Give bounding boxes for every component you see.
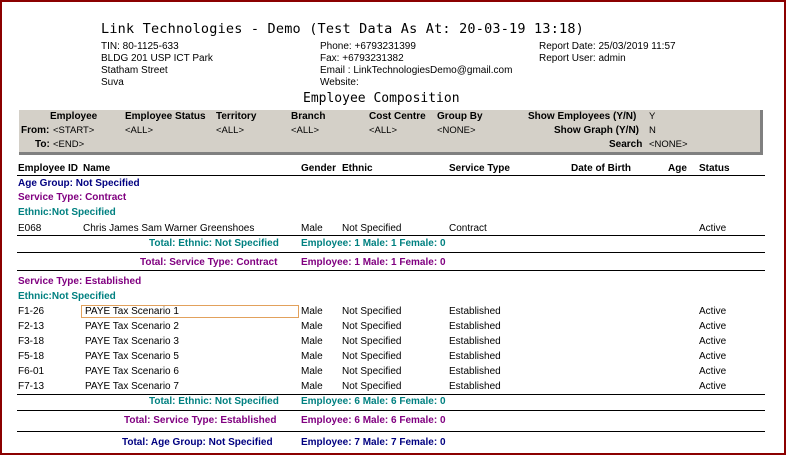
fax-text: Fax: +6793231382 bbox=[320, 53, 404, 64]
cell-status: Active bbox=[699, 381, 727, 392]
divider bbox=[17, 252, 765, 253]
cell-service-type: Contract bbox=[449, 223, 487, 234]
tin-text: TIN: 80-1125-633 bbox=[101, 41, 179, 52]
group-service-type-established: Service Type: Established bbox=[18, 276, 142, 287]
address-line-2: Statham Street bbox=[101, 65, 168, 76]
col-service-type: Service Type bbox=[449, 163, 510, 174]
cell-name: PAYE Tax Scenario 6 bbox=[85, 366, 179, 377]
total-ethnic-1-counts: Employee: 1 Male: 1 Female: 0 bbox=[301, 238, 446, 249]
email-text: Email : LinkTechnologiesDemo@gmail.com bbox=[320, 65, 513, 76]
param-show-graph-label: Show Graph (Y/N) bbox=[554, 125, 639, 136]
cell-status: Active bbox=[699, 366, 727, 377]
param-show-graph-value[interactable]: N bbox=[649, 125, 656, 136]
param-from-value[interactable]: <START> bbox=[53, 125, 95, 136]
cell-service-type: Established bbox=[449, 321, 501, 332]
param-from-label: From: bbox=[21, 125, 50, 136]
cell-ethnic: Not Specified bbox=[342, 381, 402, 392]
param-show-employees-label: Show Employees (Y/N) bbox=[528, 111, 637, 122]
param-search-value[interactable]: <NONE> bbox=[649, 139, 688, 150]
cell-employee-id: F2-13 bbox=[18, 321, 45, 332]
cell-service-type: Established bbox=[449, 306, 501, 317]
col-status: Status bbox=[699, 163, 730, 174]
divider bbox=[17, 235, 765, 236]
col-ethnic: Ethnic bbox=[342, 163, 373, 174]
col-employee-id: Employee ID bbox=[18, 163, 79, 174]
col-date-of-birth: Date of Birth bbox=[571, 163, 631, 174]
total-contract-label: Total: Service Type: Contract bbox=[140, 257, 278, 268]
website-text: Website: bbox=[320, 77, 359, 88]
cell-status: Active bbox=[699, 351, 727, 362]
group-service-type-contract: Service Type: Contract bbox=[18, 192, 127, 203]
cell-employee-id: E068 bbox=[18, 223, 42, 234]
total-contract-counts: Employee: 1 Male: 1 Female: 0 bbox=[301, 257, 446, 268]
cell-gender: Male bbox=[301, 223, 323, 234]
divider bbox=[17, 410, 765, 411]
param-search-label: Search bbox=[609, 139, 643, 150]
cell-service-type: Established bbox=[449, 366, 501, 377]
param-cost-centre-value[interactable]: <ALL> bbox=[369, 125, 397, 136]
param-group-by-label: Group By bbox=[437, 111, 483, 122]
param-status-value[interactable]: <ALL> bbox=[125, 125, 153, 136]
phone-text: Phone: +6793231399 bbox=[320, 41, 416, 52]
cell-name: PAYE Tax Scenario 1 bbox=[85, 306, 179, 317]
cell-employee-id: F7-13 bbox=[18, 381, 45, 392]
divider bbox=[17, 394, 765, 395]
cell-ethnic: Not Specified bbox=[342, 223, 402, 234]
param-branch-label: Branch bbox=[291, 111, 326, 122]
cell-name: PAYE Tax Scenario 2 bbox=[85, 321, 179, 332]
param-to-label: To: bbox=[35, 139, 50, 150]
total-ethnic-1-label: Total: Ethnic: Not Specified bbox=[149, 238, 279, 249]
param-territory-value[interactable]: <ALL> bbox=[216, 125, 244, 136]
cell-employee-id: F3-18 bbox=[18, 336, 45, 347]
cell-gender: Male bbox=[301, 351, 323, 362]
cell-gender: Male bbox=[301, 321, 323, 332]
col-gender: Gender bbox=[301, 163, 337, 174]
divider bbox=[17, 431, 765, 432]
cell-gender: Male bbox=[301, 381, 323, 392]
param-status-label: Employee Status bbox=[125, 111, 206, 122]
group-age-group: Age Group: Not Specified bbox=[18, 178, 140, 189]
cell-name: PAYE Tax Scenario 7 bbox=[85, 381, 179, 392]
cell-status: Active bbox=[699, 223, 727, 234]
cell-ethnic: Not Specified bbox=[342, 351, 402, 362]
cell-employee-id: F1-26 bbox=[18, 306, 45, 317]
param-to-value[interactable]: <END> bbox=[53, 139, 85, 150]
group-ethnic-2: Ethnic:Not Specified bbox=[18, 291, 116, 302]
cell-name: Chris James Sam Warner Greenshoes bbox=[83, 223, 255, 234]
address-line-1: BLDG 201 USP ICT Park bbox=[101, 53, 213, 64]
cell-ethnic: Not Specified bbox=[342, 366, 402, 377]
cell-ethnic: Not Specified bbox=[342, 336, 402, 347]
cell-service-type: Established bbox=[449, 381, 501, 392]
divider bbox=[17, 270, 765, 271]
header-divider bbox=[17, 175, 765, 176]
param-cost-centre-label: Cost Centre bbox=[369, 111, 426, 122]
cell-ethnic: Not Specified bbox=[342, 306, 402, 317]
total-ethnic-2-counts: Employee: 6 Male: 6 Female: 0 bbox=[301, 396, 446, 407]
report-subtitle: Employee Composition bbox=[303, 91, 460, 106]
col-name: Name bbox=[83, 163, 111, 174]
col-age: Age bbox=[668, 163, 687, 174]
total-established-counts: Employee: 6 Male: 6 Female: 0 bbox=[301, 415, 446, 426]
cell-status: Active bbox=[699, 336, 727, 347]
cell-gender: Male bbox=[301, 336, 323, 347]
cell-name: PAYE Tax Scenario 3 bbox=[85, 336, 179, 347]
address-line-3: Suva bbox=[101, 77, 124, 88]
param-show-employees-value[interactable]: Y bbox=[649, 111, 656, 122]
cell-gender: Male bbox=[301, 366, 323, 377]
total-age-group-counts: Employee: 7 Male: 7 Female: 0 bbox=[301, 437, 446, 448]
cell-employee-id: F5-18 bbox=[18, 351, 45, 362]
param-branch-value[interactable]: <ALL> bbox=[291, 125, 319, 136]
total-age-group-label: Total: Age Group: Not Specified bbox=[122, 437, 273, 448]
cell-name: PAYE Tax Scenario 5 bbox=[85, 351, 179, 362]
param-territory-label: Territory bbox=[216, 111, 257, 122]
cell-employee-id: F6-01 bbox=[18, 366, 45, 377]
cell-ethnic: Not Specified bbox=[342, 321, 402, 332]
report-title: Link Technologies - Demo (Test Data As At: 20-03-19 13:18) bbox=[101, 21, 585, 37]
report-date: Report Date: 25/03/2019 11:57 bbox=[539, 41, 676, 52]
cell-status: Active bbox=[699, 306, 727, 317]
selected-cell-highlight bbox=[81, 305, 299, 318]
param-employee-label: Employee bbox=[50, 111, 98, 122]
cell-service-type: Established bbox=[449, 336, 501, 347]
param-group-by-value[interactable]: <NONE> bbox=[437, 125, 476, 136]
cell-gender: Male bbox=[301, 306, 323, 317]
group-ethnic-1: Ethnic:Not Specified bbox=[18, 207, 116, 218]
total-ethnic-2-label: Total: Ethnic: Not Specified bbox=[149, 396, 279, 407]
cell-service-type: Established bbox=[449, 351, 501, 362]
report-user: Report User: admin bbox=[539, 53, 626, 64]
cell-status: Active bbox=[699, 321, 727, 332]
total-established-label: Total: Service Type: Established bbox=[124, 415, 277, 426]
